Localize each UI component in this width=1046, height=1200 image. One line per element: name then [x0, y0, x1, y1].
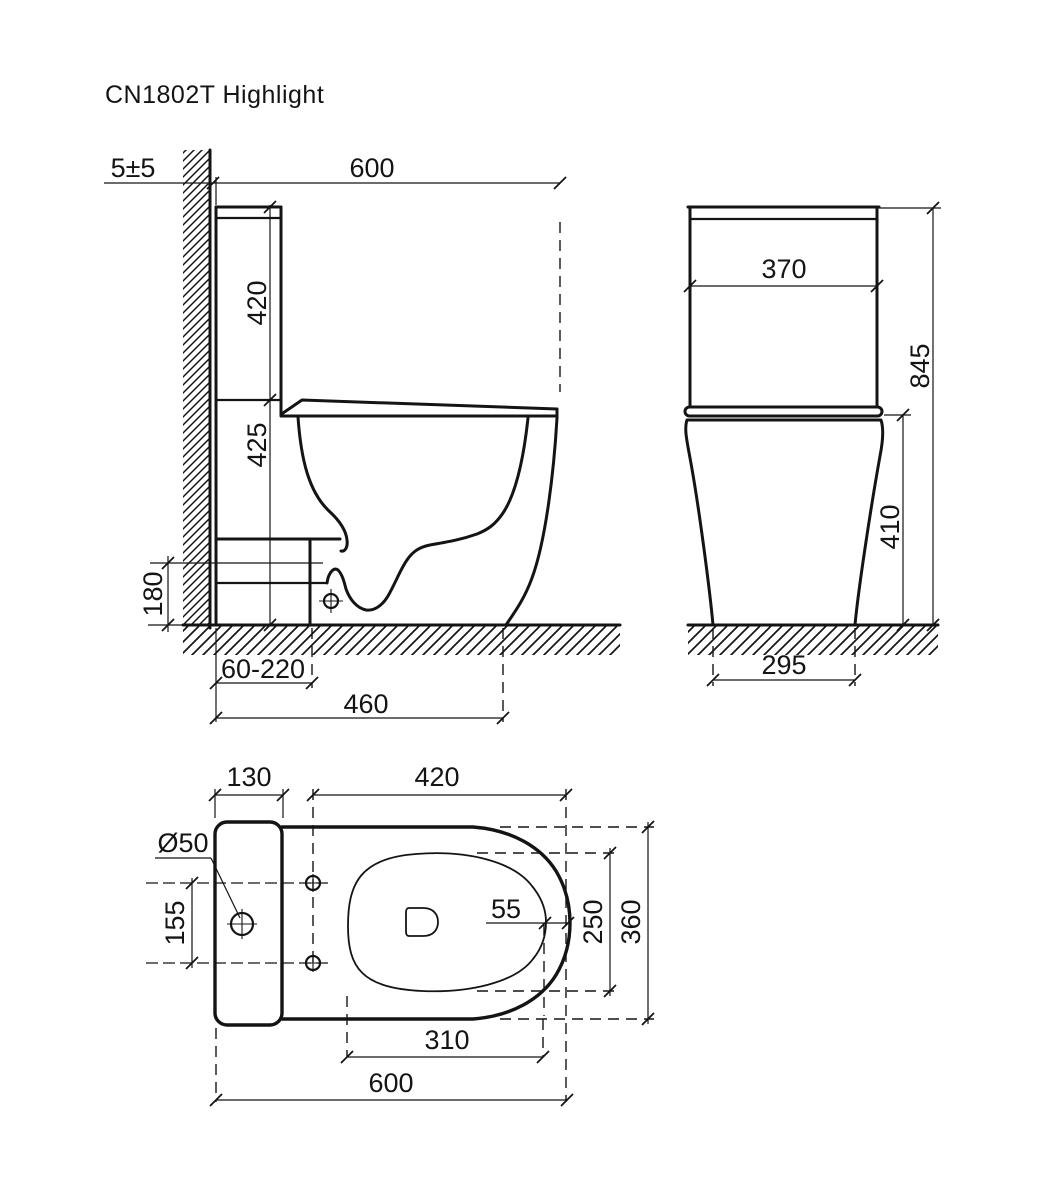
- dim-inlet-spacing-155: [160, 877, 198, 969]
- dim-text-outlet-range: 60-220: [220, 654, 306, 684]
- dim-text-base-width: 295: [761, 650, 807, 680]
- seat-lid-top: [283, 400, 557, 413]
- dim-text-seat-width: 250: [578, 899, 608, 945]
- dim-seat-width-250: [578, 847, 616, 997]
- dim-text-overall-length: 600: [368, 1068, 414, 1098]
- dim-text-inlet-spacing: 155: [160, 900, 190, 946]
- seat-ring-edge: [685, 407, 882, 416]
- dim-text-rim-height: 425: [242, 422, 272, 468]
- dim-inner-length-310: [341, 1025, 549, 1063]
- dim-text-total-height: 845: [905, 343, 935, 389]
- dim-text-seat-length: 420: [414, 762, 460, 792]
- bowl-back-inner-wall: [298, 417, 347, 551]
- dim-text-wall-gap: 5±5: [110, 153, 156, 183]
- dim-text-inner-length: 310: [424, 1025, 470, 1055]
- dim-total-height-845: [879, 202, 941, 631]
- dim-text-tank-depth: 130: [226, 762, 272, 792]
- bowl-inner-trap-profile: [327, 418, 528, 610]
- front-view: [684, 202, 941, 686]
- floor-hatch-side: [183, 625, 620, 655]
- dim-overall-length-600: [210, 1068, 573, 1106]
- dim-seat-length-420: [307, 762, 572, 801]
- dim-tank-depth-130: [209, 762, 289, 818]
- drawing-title: CN1802T Highlight: [105, 81, 325, 109]
- dim-tank-width-370: [684, 254, 883, 292]
- dim-wall-gap-and-depth: [104, 153, 566, 392]
- dim-text-inlet-diameter: Ø50: [157, 828, 209, 858]
- top-view: [146, 762, 654, 1106]
- dim-heights-420-425: [242, 201, 276, 631]
- floor-hatch-front: [688, 625, 938, 655]
- dim-text-tank-width: 370: [761, 254, 807, 284]
- dim-inlet-height-180: [138, 556, 184, 632]
- bowl-front-face: [686, 420, 883, 625]
- dim-front-rim-55: [486, 894, 574, 929]
- dim-text-depth-600: 600: [349, 153, 395, 183]
- dim-text-inlet-height: 180: [138, 571, 168, 617]
- dim-text-bowl-width: 360: [616, 899, 646, 945]
- side-view: [104, 150, 620, 724]
- dim-text-trap-distance: 460: [343, 689, 389, 719]
- dim-bowl-width-360: [616, 821, 654, 1025]
- dim-text-front-rim: 55: [490, 894, 522, 924]
- dim-text-bowl-height: 410: [875, 504, 905, 550]
- dim-text-tank-height: 420: [242, 280, 272, 326]
- dim-bowl-height-410: [875, 409, 911, 631]
- bowl-front-outer: [506, 418, 557, 625]
- water-spot: [406, 908, 438, 936]
- wall-hatch: [183, 150, 210, 625]
